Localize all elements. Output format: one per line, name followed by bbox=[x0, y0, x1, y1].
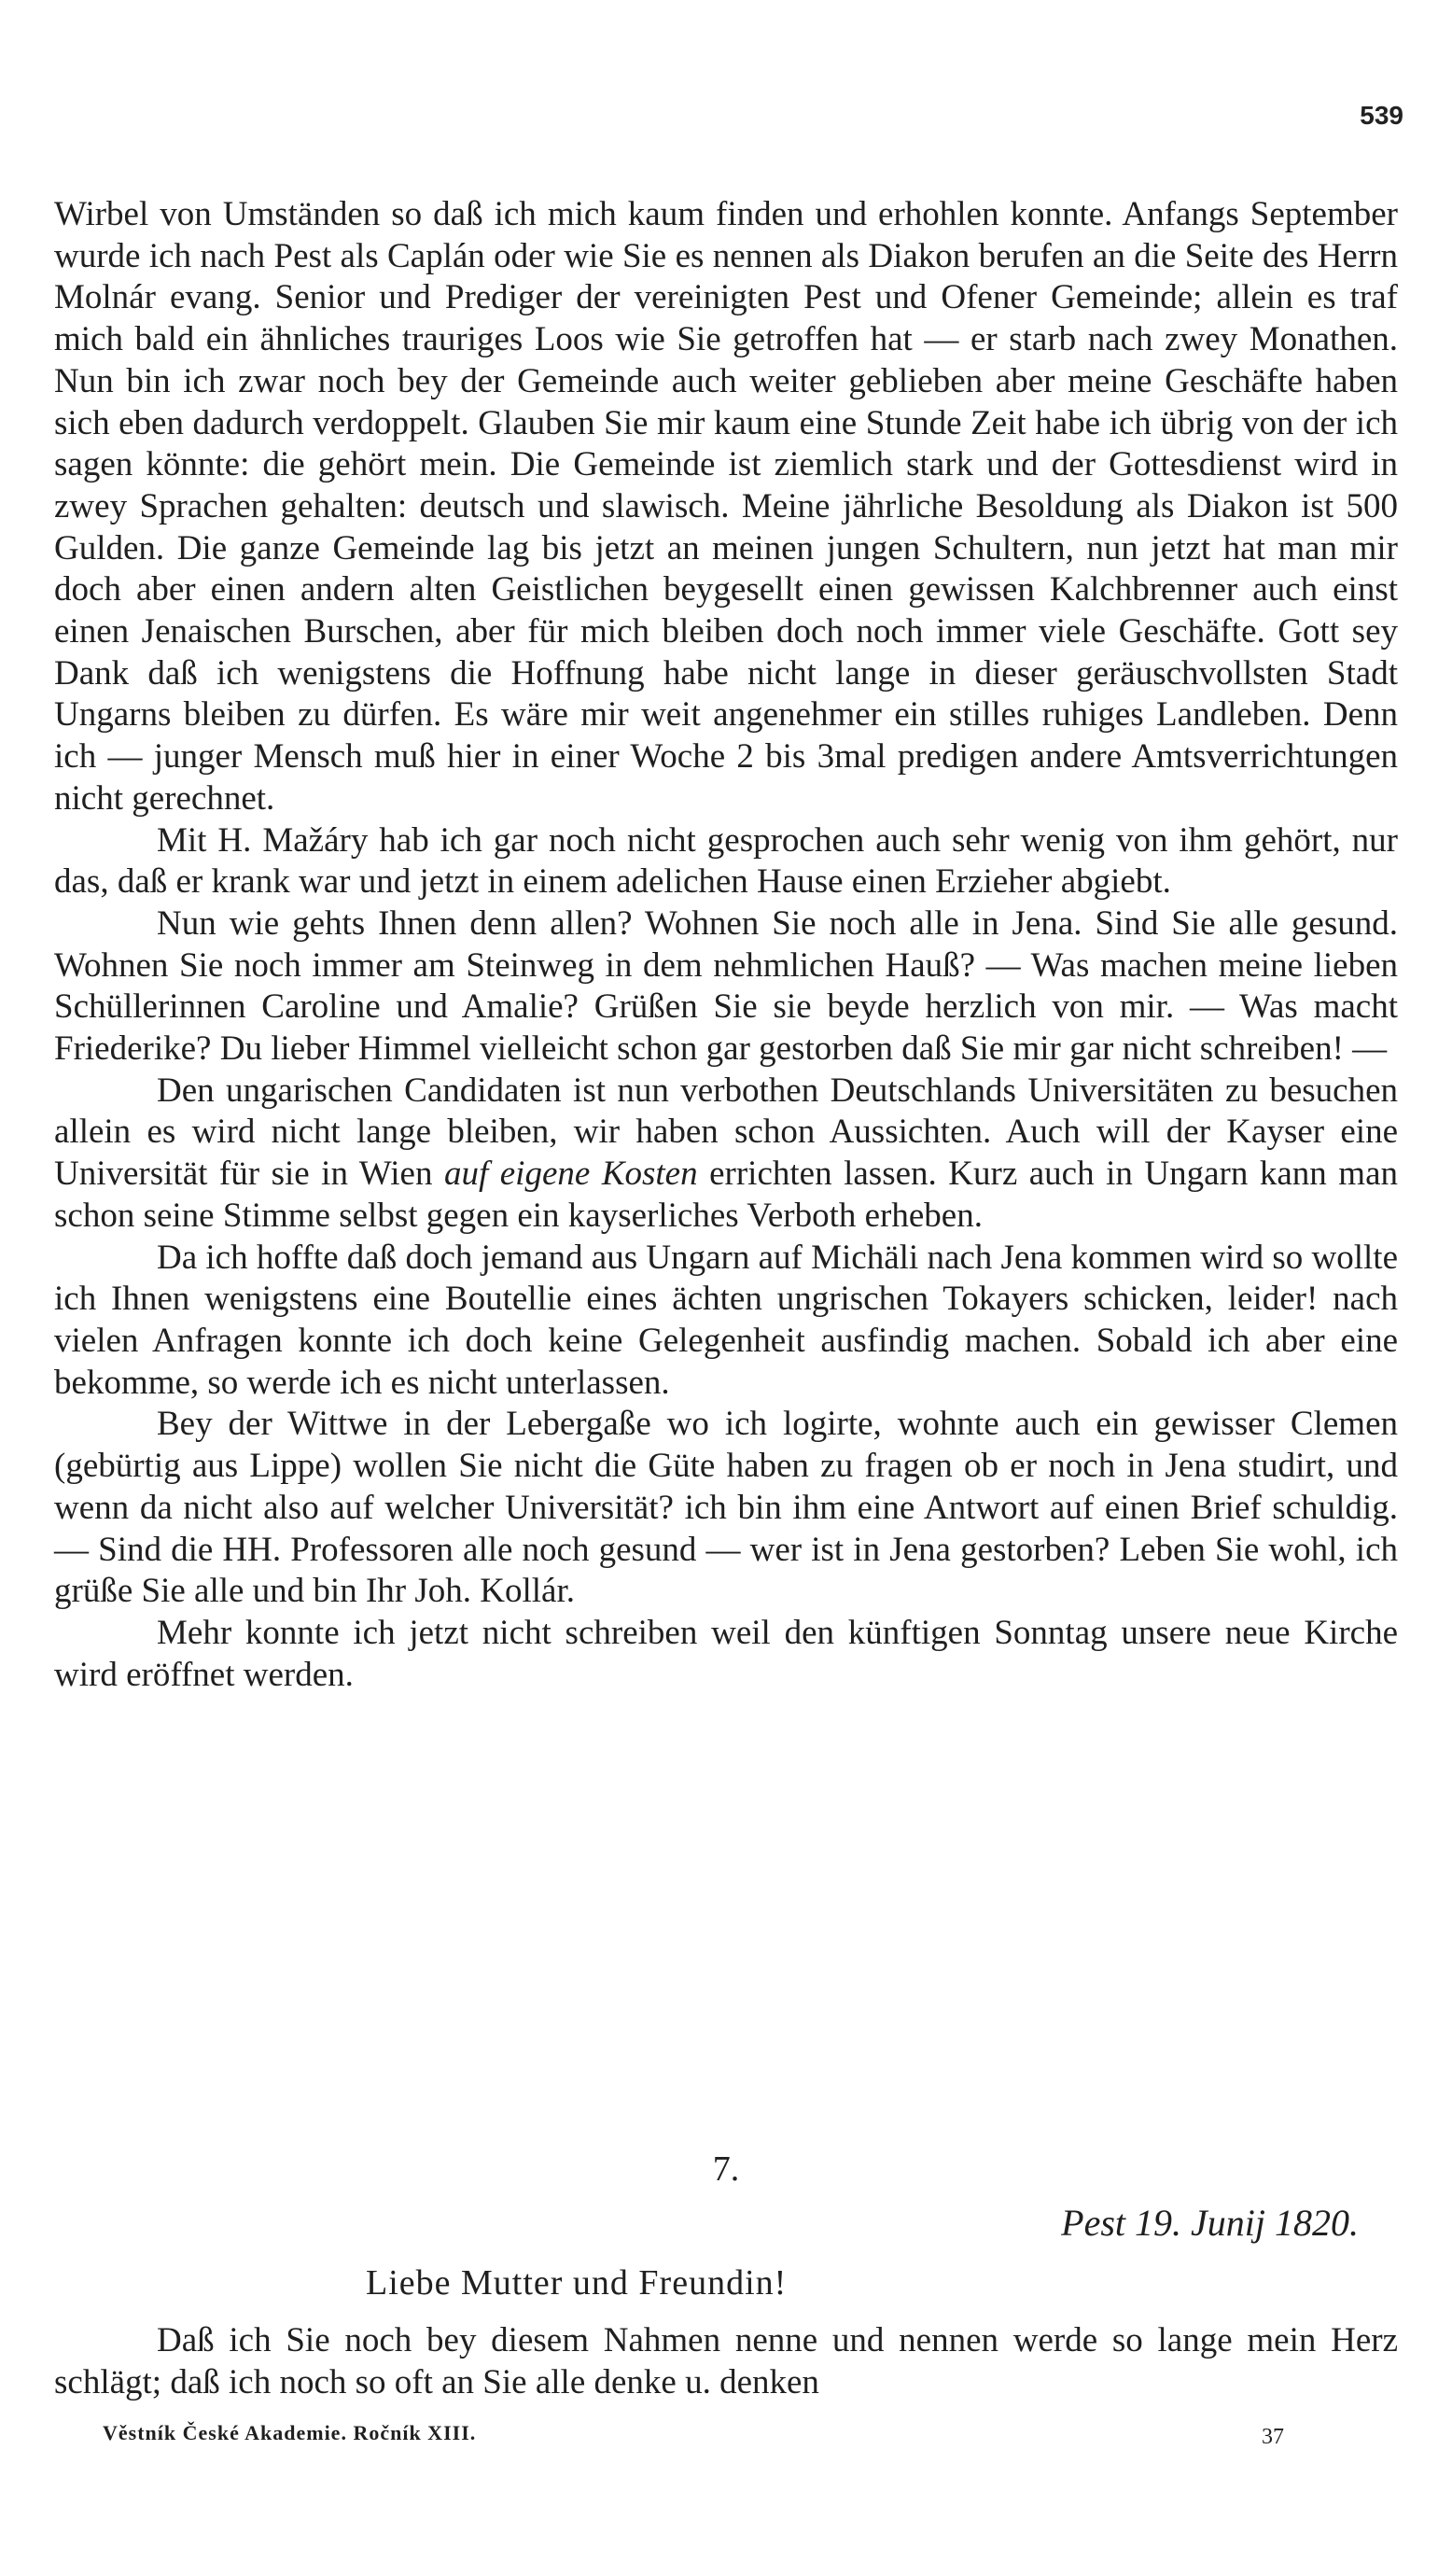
opening-paragraph: Daß ich Sie noch bey diesem Nahmen nenne und nennen werde so lange mein Herz schlägt; daß ich noch so oft an Sie alle denke u. denken bbox=[54, 2321, 1398, 2401]
footer-journal: Věstník České Akademie. Ročník XIII. bbox=[103, 2421, 477, 2444]
paragraph-2: Mit H. Mažáry hab ich gar noch nicht gesprochen auch sehr wenig von ihm gehört, nur das, daß er krank war und jetzt in einem adelichen Hause einen Erzieher abgiebt. bbox=[54, 820, 1398, 902]
letter-opening bbox=[54, 2320, 1398, 2403]
paragraph-4-emphasis: auf eigene Kosten bbox=[443, 1155, 698, 1194]
page-number: 539 bbox=[1360, 101, 1403, 130]
letter-dateline: Pest 19. Junij 1820. bbox=[1061, 2202, 1359, 2244]
letter-salutation: Liebe Mutter und Freundin! bbox=[366, 2263, 788, 2303]
paragraph-7: Mehr konnte ich jetzt nicht schreiben weil den künftigen Sonntag unsere neue Kirche wird eröffnet werden. bbox=[54, 1613, 1398, 1694]
letter-number: 7. bbox=[712, 2149, 740, 2189]
letter-body bbox=[54, 194, 1398, 1696]
paragraph-3: Nun wie gehts Ihnen denn allen? Wohnen Sie noch alle in Jena. Sind Sie alle gesund. Wohnen Sie noch immer am Steinweg in dem nehmlichen Hauß? — Was machen meine lieben Schüllerinnen Caroline und Amalie? Grüßen Sie sie beyde herzlich von mir. — Was macht Friederike? Du lieber Himmel vielleicht schon gar gestorben daß Sie mir gar nicht schreiben! — bbox=[54, 903, 1398, 1069]
paragraph-4 bbox=[54, 1071, 1398, 1238]
footer-signature-mark: 37 bbox=[1262, 2425, 1284, 2449]
paragraph-4-part-1: Den ungarischen Candidaten ist nun verbothen Deutschlands Universitäten zu besuchen allein es wird nicht lange bleiben, wir haben schon Aussichten. Auch will der Kayser eine Universität für sie in Wien bbox=[54, 1071, 1398, 1194]
paragraph-4-part-2: errichten lassen. Kurz auch in Ungarn kann man schon seine Stimme selbst gegen ein kayserliches Verboth erheben. bbox=[54, 1155, 1399, 1235]
paragraph-6: Bey der Wittwe in der Lebergaße wo ich logirte, wohnte auch ein gewisser Clemen (gebürtig aus Lippe) wollen Sie nicht die Güte haben zu fragen ob er noch in Jena studirt, und wenn da nicht also auf welcher Universität? ich bin ihm eine Antwort auf einen Brief schuldig. — Sind die HH. Professoren alle noch gesund — wer ist in Jena gestorben? Leben Sie wohl, ich grüße Sie alle und bin Ihr Joh. Kollár. bbox=[54, 1405, 1398, 1611]
paragraph-5: Da ich hoffte daß doch jemand aus Ungarn auf Michäli nach Jena kommen wird so wollte ich Ihnen wenigstens eine Boutellie eines ächten ungrischen Tokayers schicken, leider! nach vielen Anfragen konnte ich doch keine Gelegenheit ausfindig machen. Sobald ich aber eine bekomme, so werde ich es nicht unterlassen. bbox=[54, 1238, 1398, 1402]
paragraph-1: Wirbel von Umständen so daß ich mich kaum finden und erhohlen konnte. Anfangs September wurde ich nach Pest als Caplán oder wie Sie es nennen als Diakon berufen an die Seite des Herrn Molnár evang. Senior und Prediger der vereinigten Pest und Ofener Gemeinde; allein es traf mich bald ein ähnliches trauriges Loos wie Sie getroffen hat — er starb nach zwey Monathen. Nun bin ich zwar noch bey der Gemeinde auch weiter geblieben aber meine Geschäfte haben sich eben dadurch verdoppelt. Glauben Sie mir kaum eine Stunde Zeit habe ich übrig von der ich sagen könnte: die gehört mein. Die Gemeinde ist ziemlich stark und der Gottesdienst wird in zwey Sprachen gehalten: deutsch und slawisch. Meine jährliche Besoldung als Diakon ist 500 Gulden. Die ganze Gemeinde lag bis jetzt an meinen jungen Schultern, nun jetzt hat man mir doch aber einen andern alten Geistlichen beygesellt einen gewissen Kalchbrenner auch einst einen Jenaischen Burschen, aber für mich bleiben doch noch immer viele Geschäfte. Gott sey Dank daß ich wenigstens die Hoffnung habe nicht lange in dieser geräuschvollsten Stadt Ungarns bleiben zu dürfen. Es wäre mir weit angenehmer ein stilles ruhiges Landleben. Denn ich — junger Mensch muß hier in einer Woche 2 bis 3mal predigen andere Amtsverrichtungen nicht gerechnet. bbox=[54, 195, 1398, 818]
